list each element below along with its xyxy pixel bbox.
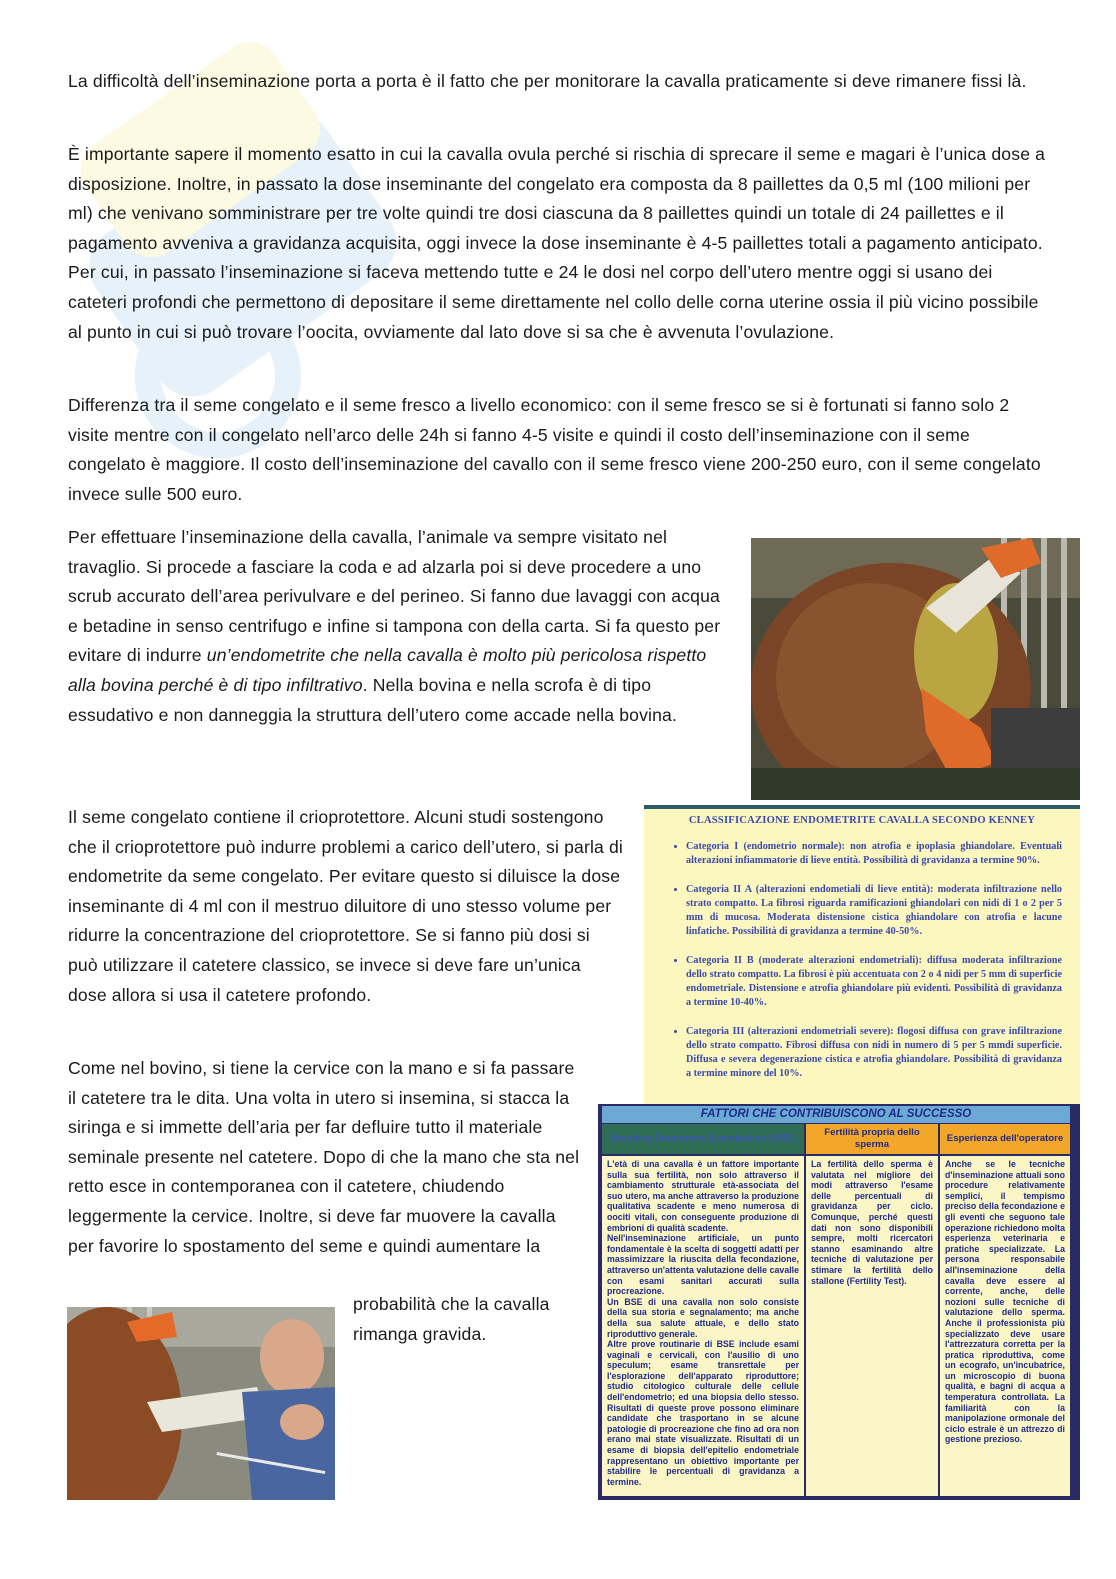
bse-text: Altre prove routinarie di BSE include esami vaginali e cervicali, con l'ausilio di uno speculum; esame transrettale per l'esplorazione dell'apparato riproduttore; studio citologico culturale delle cellule dell'endometrio; ed una biopsia dello stesso. Risultati di queste prove possono eliminare candidate che trasportano in se alcune patologie di procreazione che fino ad ora non erano mai state visualizzate. Risultati di un esame di biopsia dell'epitelio endometriale rappresentano un obiettivo importante per stabilire le percentuali di gravidanza a termine. <box>607 1339 799 1487</box>
header-experience: Esperienza dell'operatore <box>940 1124 1070 1154</box>
paragraph-5: Il seme congelato contiene il crioprotettore. Alcuni studi sostengono che il crioprotettore può indurre problemi a carico dell’utero, si parla di endometrite da seme congelato. Per evitare questo si diluisce la dose inseminante di 4 ml con il mestruo diluitore di uno stesso volume per ridurre la concentrazione del crioprotettore. Se si fanno più dosi si può utilizzare il catetere classico, se invece si deve fare un’unica dose allora si usa il catetere profondo. <box>68 807 623 1005</box>
kenney-item: • Categoria II A (alterazioni endometiali di lieve entità): moderata infiltrazione nello strato compatto. La fibrosi riguarda ramificazioni ghiandolari con nidi di 1 o 2 per 5 mm di mucosa. Moderata distensione cistica ghiandolare con atrofia e lacune linfatiche. Possibilità di gravidanza a termine 40-50%. <box>686 883 1062 939</box>
paragraph-4-text-b: . Nella bovina e nella scrofa è di tipo essudativo e non danneggia la struttura dell’utero come accade nella bovina. <box>68 674 678 725</box>
kenney-title: CLASSIFICAZIONE ENDOMETRITE CAVALLA SECONDO KENNEY <box>688 815 1036 826</box>
paragraph-6: Come nel bovino, si tiene la cervice con la mano e si fa passare il catetere tra le dita. Una volta in utero si insemina, si stacca la siringa e si immette dell’aria per far defluire tutto il materiale seminale presente nel catetere. Dopo di che la mano che sta nel retto esce in contemporanea con il catetere, chiudendo leggermente la cervice. Inoltre, si deve far muovere la cavalla per favorire lo spostamento del seme e quindi aumentare la <box>68 1058 580 1256</box>
bse-text: Un BSE di una cavalla non solo consiste della sua storia e segnalamento; ma anche della sua salute attuale, e dello stato riproduttivo generale. <box>607 1296 799 1339</box>
paragraph-4 <box>68 523 733 730</box>
fertility-text: La fertilità dello sperma è valutata nel migliore dei modi attraverso l'esame delle percentuali di gravidanza per ciclo. Comunque, perché questi dati non sono disponibili sempre, molti ricercatori stanno esaminando altre tecniche di valutazione per stimare la fertilità dello stallone (Fertility Test). <box>811 1159 933 1286</box>
kenney-list <box>644 840 1080 1081</box>
insemination-photo <box>67 1307 335 1500</box>
kenney-item: • Categoria I (endometrio normale): non atrofia e ipoplasia ghiandolare. Eventuali alterazioni infiammatorie di lieve entità. Possibilità di gravidanza a termine 90%. <box>686 840 1062 868</box>
paragraph-3: Differenza tra il seme congelato e il seme fresco a livello economico: con il seme fresco se si è fortunati si fanno solo 2 visite mentre con il congelato nell’arco delle 24h si fanno 4-5 visite e quindi il costo dell’inseminazione con il seme congelato è maggiore. Il costo dell’inseminazione del cavallo con il seme fresco viene 200-250 euro, con il seme congelato invece sulle 500 euro. <box>68 395 1041 504</box>
paragraph-4-italic: un’endometrite che nella cavalla è molto più pericolosa rispetto alla bovina perché è di tipo infiltrativo <box>68 645 707 695</box>
header-fertility: Fertilità propria dello sperma <box>806 1124 938 1154</box>
column-bse <box>602 1156 804 1496</box>
header-bse: Breeding Soundness Examination (BSE) <box>602 1124 804 1154</box>
paragraph-1: La difficoltà dell’inseminazione porta a porta è il fatto che per monitorare la cavalla praticamente si deve rimanere fissi là. <box>68 71 1027 91</box>
paragraph-2: È importante sapere il momento esatto in cui la cavalla ovula perché si rischia di sprecare il seme e magari è l’unica dose a disposizione. Inoltre, in passato la dose inseminante del congelato era composta da 8 paillettes da 0,5 ml (100 milioni per ml) che venivano somministrare per tre volte quindi tre dosi ciascuna da 8 paillettes quindi un totale di 24 paillettes e il pagamento avveniva a gravidanza acquisita, oggi invece la dose inseminante è 4-5 paillettes totali a pagamento anticipato. Per cui, in passato l’inseminazione si faceva mettendo tutte e 24 le dosi nel corpo dell’utero mentre oggi si usano dei cateteri profondi che permettono di depositare il seme direttamente nel collo delle corna uterine ossia il più vicino possibile al punto in cui si può trovare l’oocita, ovviamente dal lato dove si sa che è avvenuta l’ovulazione. <box>68 144 1046 342</box>
paragraph-6-tail: probabilità che la cavalla rimanga gravida. <box>353 1294 550 1344</box>
bse-text: Nell'inseminazione artificiale, un punto fondamentale è la scelta di soggetti adatti per massimizzare la riuscita della fecondazione, attraverso un'attenta valutazione delle cavalle con esami sanitari accurati sulla procreazione. <box>607 1233 799 1297</box>
kenney-item: • Categoria II B (moderate alterazioni endometriali): diffusa moderata infiltrazione dello strato compatto. La fibrosi è più accentuata con 2 o 4 nidi per 5 mm di superficie endometriale. Distensione e atrofia ghiandolare più evidenti. Possibilità di gravidanza a termine 10-40%. <box>686 954 1062 1010</box>
kenney-classification-panel <box>644 805 1080 1109</box>
column-fertility <box>806 1156 938 1496</box>
mare-scrub-photo <box>751 538 1080 800</box>
kenney-item: • Categoria III (alterazioni endometriali severe): flogosi diffusa con grave infiltrazione dello strato compatto. Fibrosi diffusa con nidi in numero di 5 per 5 mmdi superficie. Diffusa e severa degenerazione cistica e atrofia ghiandolare. Possibilità di gravidanza a termine minore del 10%. <box>686 1025 1062 1081</box>
success-factors-table <box>598 1104 1080 1500</box>
paragraph-4-text-a: Per effettuare l’inseminazione della cavalla, l’animale va sempre visitato nel travaglio. Si procede a fasciare la coda e ad alzarla poi si deve procedere a uno scrub accurato dell’area perivulvare e del perineo. Si fanno due lavaggi con acqua e betadine in senso centrifugo e infine si tampona con della carta. Si fa questo per evitare di indurre <box>68 527 721 666</box>
bse-text: L'età di una cavalla è un fattore importante sulla sua fertilità, non solo attraverso il cambiamento strutturale età-associata del suo utero, ma anche attraverso la produzione qualitativa scadente e meno numerosa di oociti vitali, con conseguente produzione di embrioni di qualità scadente. <box>607 1159 799 1233</box>
column-experience <box>940 1156 1070 1496</box>
experience-text: Anche se le tecniche d'inseminazione attuali sono procedure relativamente semplici, il tempismo preciso della fecondazione e gli eventi che seguono tale operazione richiedono molta esperienza veterinaria e pratiche specializzate. La persona responsabile all'inseminazione della cavalla deve essere al corrente, anche, delle nozioni sulle tecniche di valutazione dello sperma. Anche il professionista più specializzato deve usare l'attrezzatura corretta per la pratica riproduttiva, come un ecografo, un'incubatrice, un microscopio di buona qualità, e bagni di acqua a temperatura controllata. La familiarità con la manipolazione ormonale del ciclo estrale è un attrezzo di gestione prezioso. <box>945 1159 1065 1445</box>
table-title: FATTORI CHE CONTRIBUISCONO AL SUCCESSO <box>602 1106 1070 1123</box>
